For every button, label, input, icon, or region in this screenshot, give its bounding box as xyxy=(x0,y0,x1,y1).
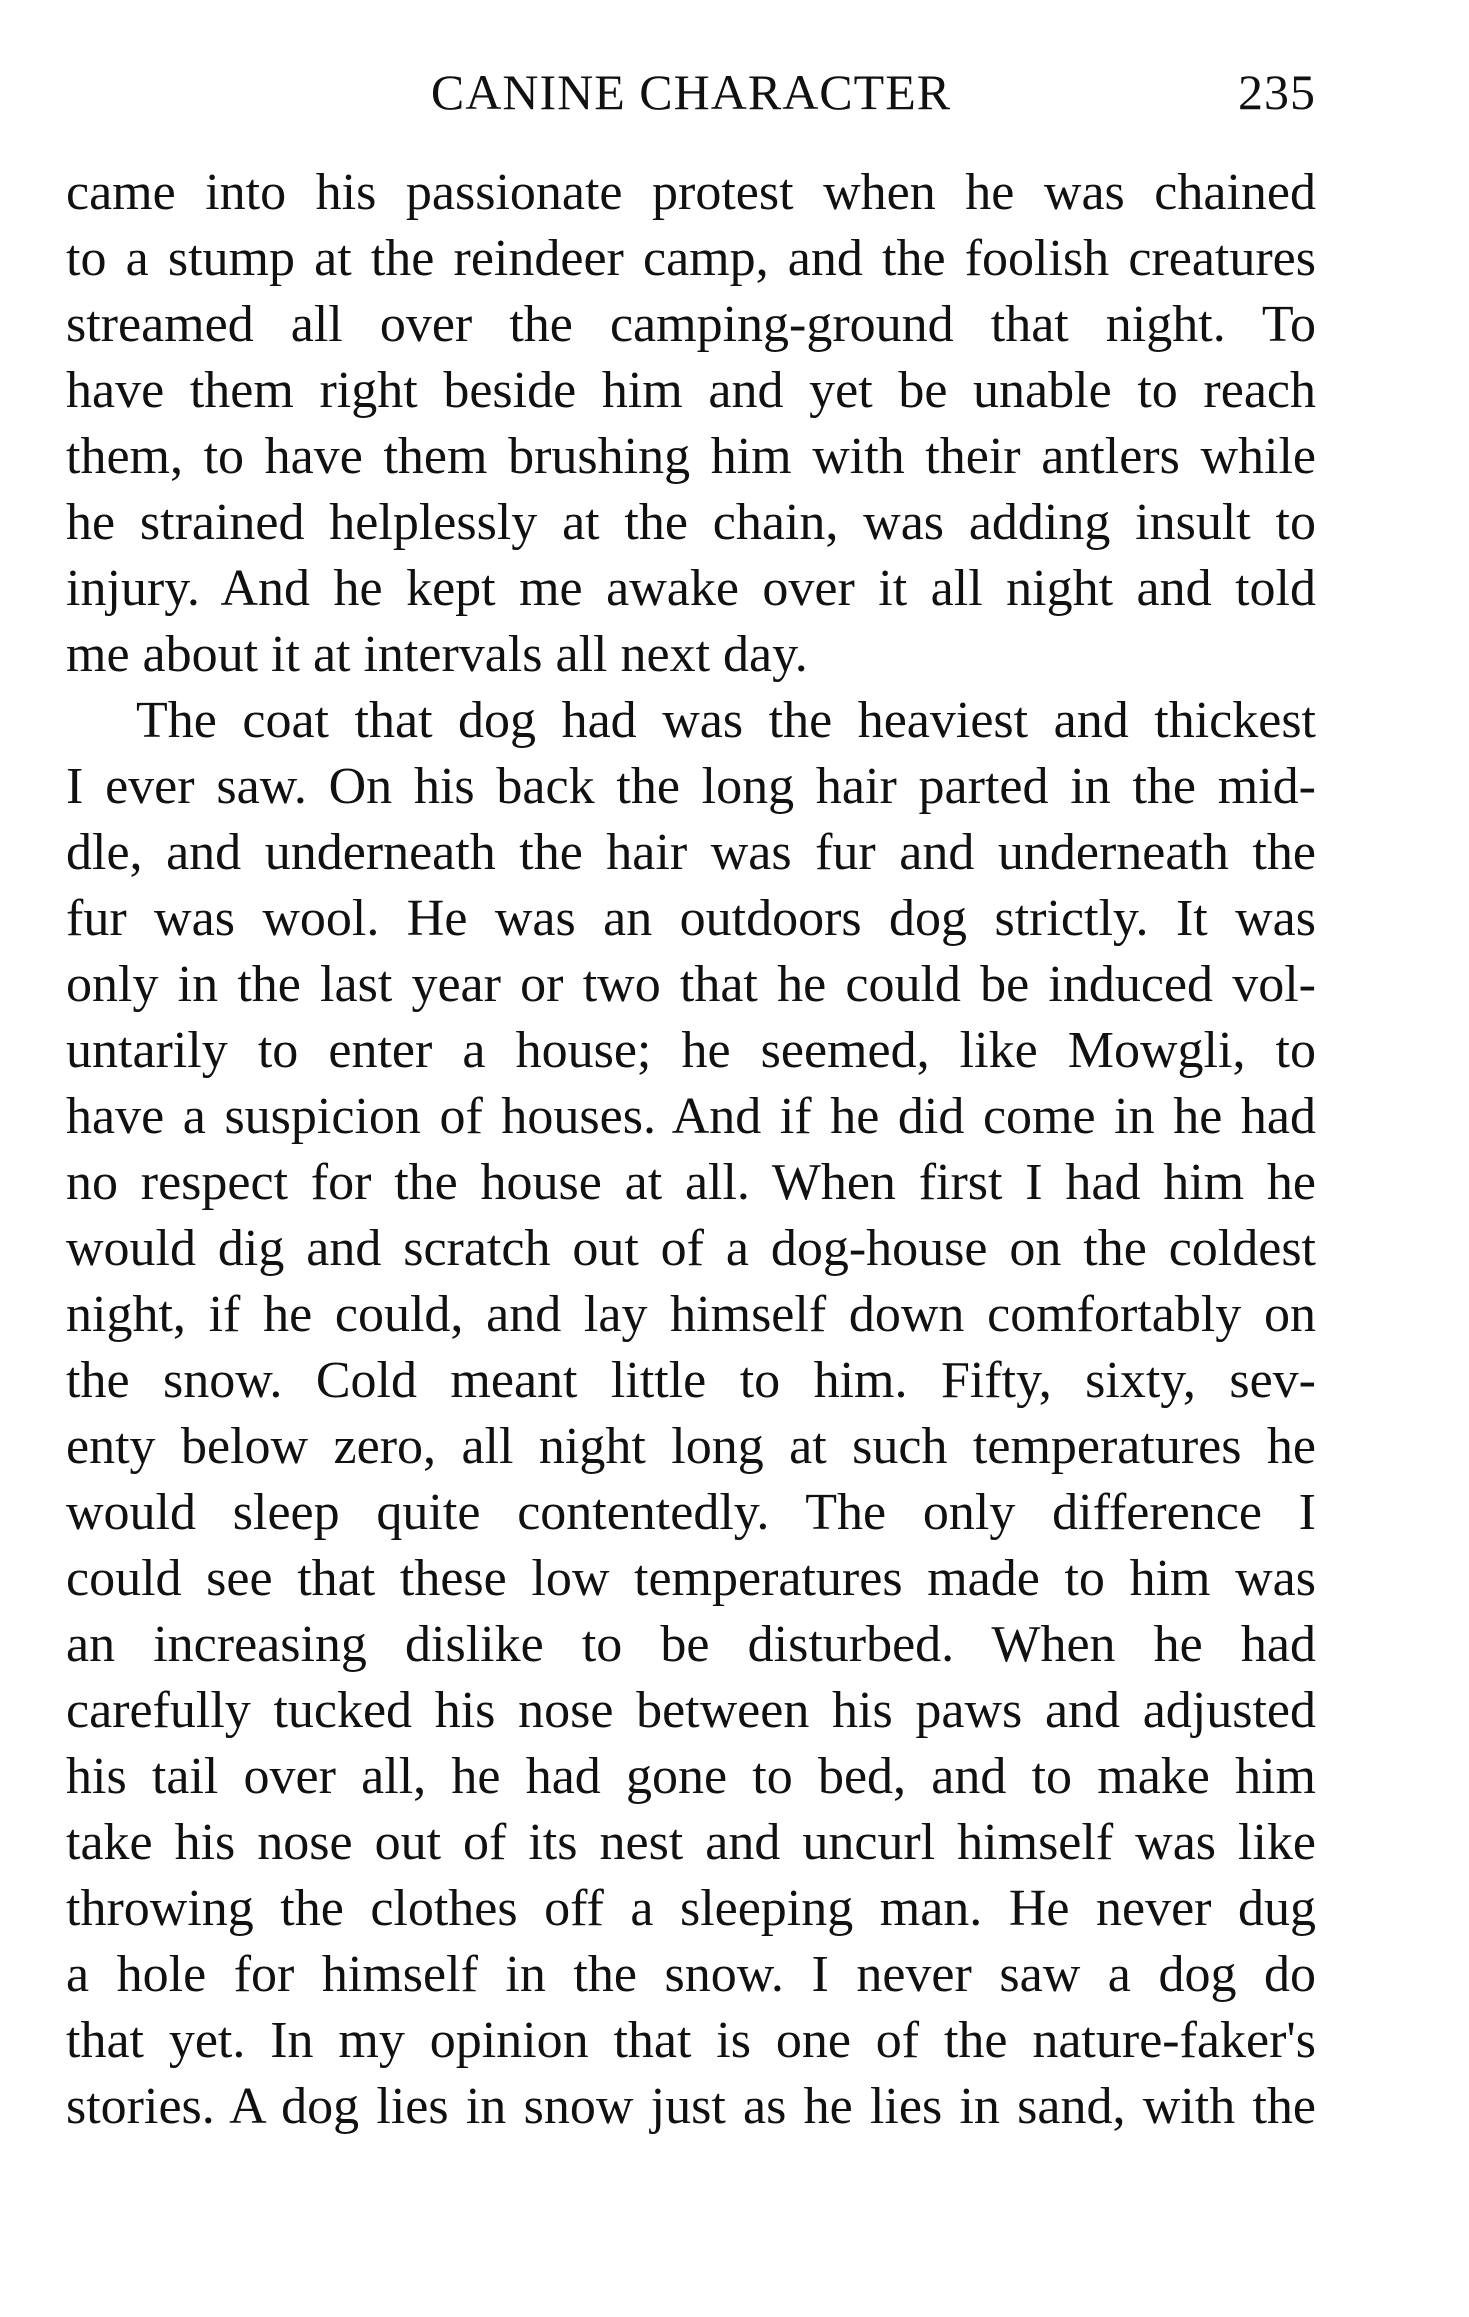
text-line: he strained helplessly at the chain, was adding insult to xyxy=(66,494,1316,551)
text-line: them, to have them brushing him with their antlers while xyxy=(66,428,1316,485)
running-head xyxy=(66,62,1316,122)
text-line: streamed all over the camping-ground that night. To xyxy=(66,296,1316,353)
text-line: take his nose out of its nest and uncurl himself was like xyxy=(66,1814,1316,1871)
text-line: have a suspicion of houses. And if he did come in he had xyxy=(66,1088,1316,1145)
text-line: only in the last year or two that he could be induced vol- xyxy=(66,956,1316,1013)
text-line: the snow. Cold meant little to him. Fifty, sixty, sev- xyxy=(66,1352,1316,1409)
text-line: no respect for the house at all. When first I had him he xyxy=(66,1154,1316,1211)
text-line: dle, and underneath the hair was fur and underneath the xyxy=(66,824,1316,881)
text-line: would sleep quite contentedly. The only difference I xyxy=(66,1484,1316,1541)
text-line: stories. A dog lies in snow just as he lies in sand, with the xyxy=(66,2078,1316,2135)
text-line: throwing the clothes off a sleeping man. He never dug xyxy=(66,1880,1316,1937)
text-line: could see that these low temperatures made to him was xyxy=(66,1550,1316,1607)
text-line: injury. And he kept me awake over it all night and told xyxy=(66,560,1316,617)
text-line: The coat that dog had was the heaviest and thickest xyxy=(136,692,1316,749)
text-line: would dig and scratch out of a dog-house on the coldest xyxy=(66,1220,1316,1277)
text-line: untarily to enter a house; he seemed, like Mowgli, to xyxy=(66,1022,1316,1079)
text-line: carefully tucked his nose between his paws and adjusted xyxy=(66,1682,1316,1739)
running-title: CANINE CHARACTER xyxy=(430,64,952,120)
text-line: came into his passionate protest when he was chained xyxy=(66,164,1316,221)
text-line: enty below zero, all night long at such temperatures he xyxy=(66,1418,1316,1475)
text-line: have them right beside him and yet be unable to reach xyxy=(66,362,1316,419)
text-line: an increasing dislike to be disturbed. When he had xyxy=(66,1616,1316,1673)
text-line: a hole for himself in the snow. I never saw a dog do xyxy=(66,1946,1316,2003)
page-number: 235 xyxy=(1238,64,1316,120)
body-text xyxy=(66,160,1316,2140)
text-line: his tail over all, he had gone to bed, and to make him xyxy=(66,1748,1316,1805)
text-line: to a stump at the reindeer camp, and the foolish creatures xyxy=(66,230,1316,287)
text-line: me about it at intervals all next day. xyxy=(66,626,808,683)
text-line: I ever saw. On his back the long hair parted in the mid- xyxy=(66,758,1316,815)
text-line: fur was wool. He was an outdoors dog strictly. It was xyxy=(66,890,1316,947)
text-line: that yet. In my opinion that is one of the nature-faker's xyxy=(66,2012,1316,2069)
text-line: night, if he could, and lay himself down comfortably on xyxy=(66,1286,1316,1343)
